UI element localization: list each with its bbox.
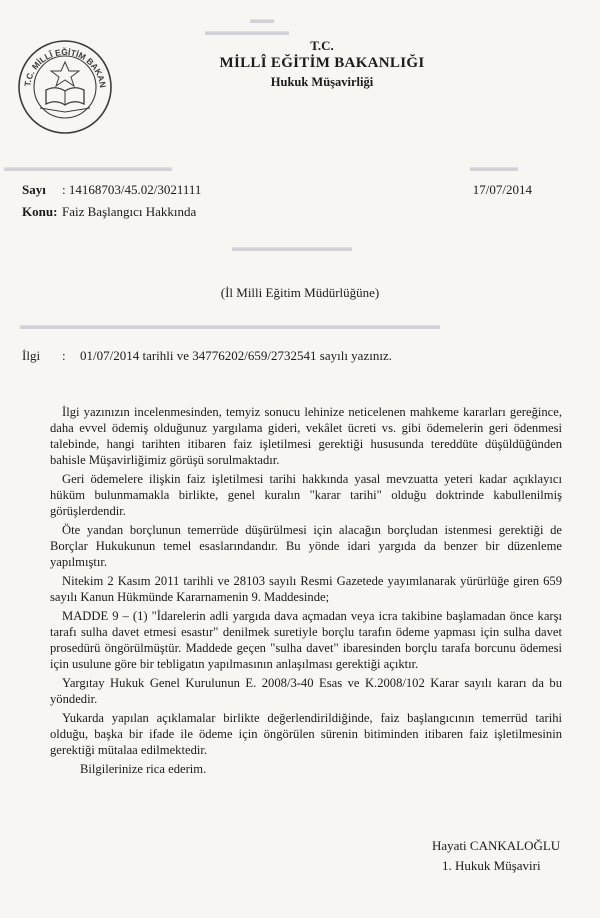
signatory-title: 1. Hukuk Müşaviri: [442, 858, 541, 873]
konu-label: Konu:: [22, 204, 58, 219]
addressee: (İl Milli Eğitim Müdürlüğüne): [220, 285, 380, 300]
bleed-through-text: ▬▬▬▬▬▬▬▬▬▬▬▬▬▬: [4, 160, 172, 174]
body-paragraph: Yukarda yapılan açıklamalar birlikte değerlendirildiğinde, faiz başlangıcının temerrüd tarihi olduğu, başka bir ifade ile ödeme için öngörülen sürenin bitiminden itibaren faiz işletilmesinin gerektiği mütalaa edilmektedir.: [50, 711, 562, 757]
bleed-through-text: ▬▬▬▬▬▬▬▬▬▬: [232, 240, 352, 254]
svg-text:T.C. MİLLÎ EĞİTİM BAKANLIĞI: [16, 38, 108, 88]
signatory-name: Hayati CANKALOĞLU: [432, 838, 561, 853]
body-paragraph: Nitekim 2 Kasım 2011 tarihli ve 28103 sayılı Resmi Gazetede yayımlanarak yürürlüğe giren 659 sayılı Kanun Hükmünde Kararnamenin 9. Maddesinde;: [50, 574, 562, 604]
body-paragraph: Yargıtay Hukuk Genel Kurulunun E. 2008/3-40 Esas ve K.2008/102 Karar sayılı kararı da bu yöndedir.: [50, 676, 562, 706]
ilgi-label: İlgi: [22, 348, 41, 363]
bleed-through-text: ▬▬: [250, 12, 274, 26]
bleed-through-text: ▬▬▬▬▬▬▬▬▬▬▬▬▬▬▬▬▬▬▬▬▬▬▬▬▬▬▬▬▬▬▬▬▬▬▬: [20, 318, 440, 332]
reference-number: [22, 182, 201, 198]
letter-body: [50, 404, 562, 780]
ilgi-value: 01/07/2014 tarihli ve 34776202/659/2732541 sayılı yazınız.: [80, 348, 392, 363]
body-paragraph: MADDE 9 – (1) "İdarelerin adli yargıda dava açmadan veya icra takibine başlamadan önce karşı tarafı sulha davet etmesi esastır" denilmek suretiyle borçlu tarafın ödeme yapması için sulha davet prosedürü öngörülmüştür. Maddede geçen "sulha davet" ibaresinden borçlu tarafa borcunu ödemesi için usulune göre bir tebligatın yapılmasının anlaşılması gerektiği açıktır.: [50, 609, 562, 671]
bleed-through-text: ▬▬▬▬: [470, 160, 518, 174]
body-paragraph: Geri ödemelere ilişkin faiz işletilmesi tarihi hakkında yasal mevzuatta yeteri kadar açıklayıcı hüküm bulunmamakla birlikte, genel kuralın "karar tarihi" olduğu doktrinde kabullenilmiş görüşlerdendir.: [50, 472, 562, 518]
closing-line: Bilgilerinize rica ederim.: [80, 762, 207, 776]
subject-line: [22, 204, 196, 220]
letterhead: [150, 38, 450, 90]
sayi-value: : 14168703/45.02/3021111: [62, 182, 202, 197]
ministry-seal-icon: [16, 38, 114, 136]
document-date: 17/07/2014: [472, 182, 532, 197]
konu-value: Faiz Başlangıcı Hakkında: [62, 204, 197, 219]
country-label: T.C.: [310, 38, 334, 53]
department-name: Hukuk Müşavirliği: [270, 75, 374, 89]
sayi-label: Sayı: [22, 182, 46, 197]
bleed-through-text: ▬▬▬▬▬▬▬: [205, 24, 289, 38]
body-paragraph: Öte yandan borçlunun temerrüde düşürülmesi için alacağın borçludan istenmesi gerektiği de Borçlar Hukukunun temel esaslarındandır. Bu yönde idari yargıda da benzer bir düzenleme yapılmıştır.: [50, 523, 562, 569]
ministry-name: MİLLÎ EĞİTİM BAKANLIĞI: [219, 55, 425, 71]
seal-text: T.C. MİLLÎ EĞİTİM BAKAN: [22, 46, 109, 89]
ilgi-colon: :: [62, 348, 66, 363]
signature-block: [432, 836, 560, 876]
ilgi-line: [22, 348, 392, 364]
body-paragraph: İlgi yazınızın incelenmesinden, temyiz sonucu lehinize neticelenen mahkeme kararları gereğince, daha evvel ödemiş olduğunuz yargılama gideri, vekâlet ücreti vs. gibi ödemelerin geri ödenmesi talebinde, hangi tarihten itibaren faiz işletilmesi gerektiği hususunda tereddüte düşüldüğünden bahisle Müşavirliğimiz görüşü sorulmaktadır.: [50, 405, 562, 467]
